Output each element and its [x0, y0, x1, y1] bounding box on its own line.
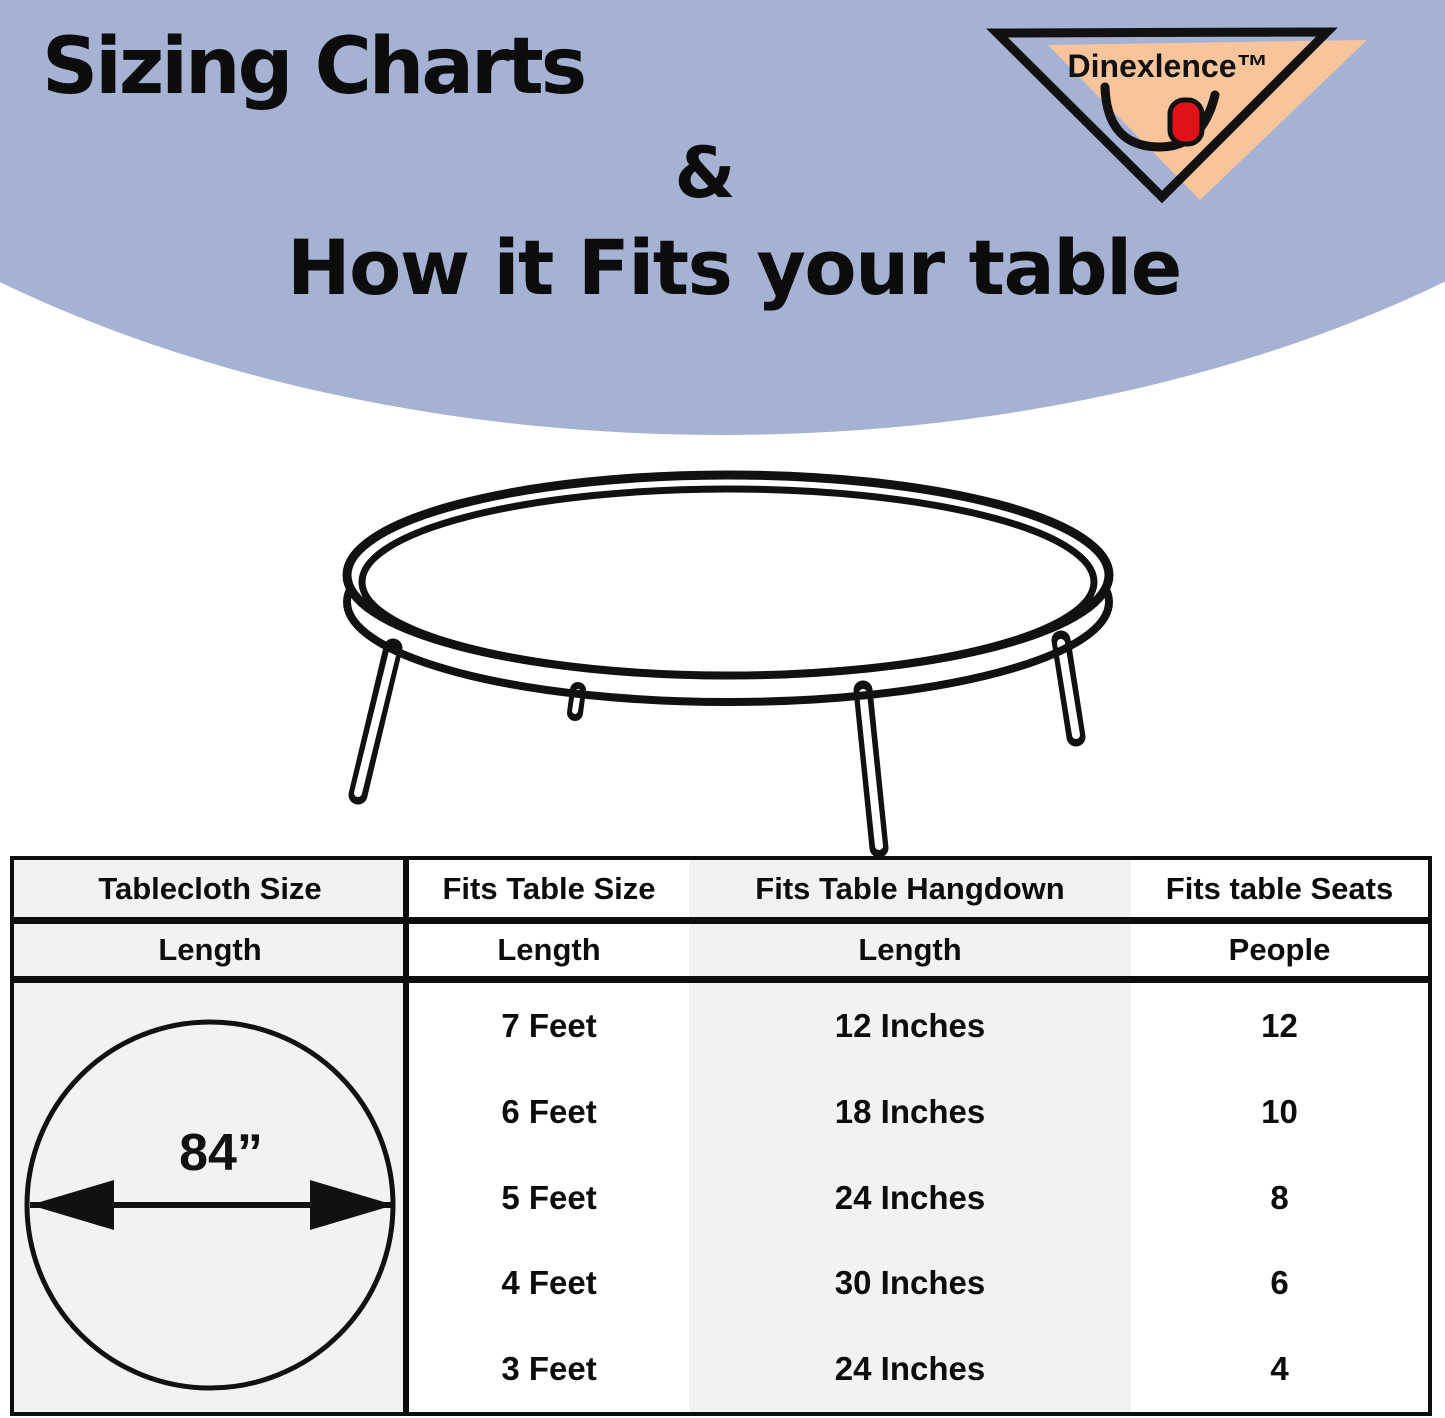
cell-table-size-row2: 6 Feet — [501, 1093, 597, 1130]
cell-seats-row2: 10 — [1261, 1093, 1298, 1130]
unit-header-length-1: Length — [158, 932, 262, 967]
cell-table-size-row1: 7 Feet — [501, 1007, 597, 1044]
subheader-divider — [14, 976, 1428, 983]
unit-header-people: People — [1228, 932, 1331, 967]
cell-hangdown-row2: 18 Inches — [834, 1093, 986, 1130]
cell-seats-row1: 12 — [1261, 1007, 1298, 1044]
cell-seats-row4: 6 — [1270, 1264, 1289, 1301]
cell-table-size-row4: 4 Feet — [501, 1264, 597, 1301]
column-header-fits-table-size: Fits Table Size — [442, 871, 656, 906]
cell-seats-row5: 4 — [1270, 1350, 1289, 1387]
cell-hangdown-row5: 24 Inches — [834, 1350, 986, 1387]
table-leg-left-fill — [358, 651, 393, 793]
header-divider — [14, 917, 1428, 924]
cell-table-size-row3: 5 Feet — [501, 1179, 597, 1216]
cell-hangdown-row1: 12 Inches — [834, 1007, 986, 1044]
unit-header-length-2: Length — [497, 932, 601, 967]
cell-table-size-row5: 3 Feet — [501, 1350, 597, 1387]
tabletop-surface — [362, 489, 1094, 675]
size-chart-table — [10, 856, 1432, 1416]
round-table-illustration — [325, 458, 1135, 860]
brand-logo — [980, 20, 1380, 215]
tongue-icon — [1170, 100, 1202, 144]
cell-seats-row3: 8 — [1270, 1179, 1289, 1216]
column-header-fits-table-hangdown: Fits Table Hangdown — [755, 871, 1065, 906]
brand-name: Dinexlence™ — [1067, 48, 1269, 84]
page-title: Sizing Charts — [42, 22, 585, 112]
column-header-tablecloth-size: Tablecloth Size — [98, 871, 322, 906]
diameter-diagram — [16, 990, 404, 1404]
cell-hangdown-row3: 24 Inches — [834, 1179, 986, 1216]
diameter-label: 84” — [179, 1124, 263, 1182]
diameter-arrow — [30, 1180, 394, 1230]
cell-hangdown-row4: 30 Inches — [834, 1264, 986, 1301]
column-header-fits-table-seats: Fits table Seats — [1165, 871, 1394, 906]
ampersand-text: & — [674, 132, 736, 214]
page-subtitle: How it Fits your table — [287, 223, 1181, 312]
diameter-arrowhead-right — [310, 1180, 394, 1230]
unit-header-length-3: Length — [858, 932, 962, 967]
diameter-arrowhead-left — [30, 1180, 114, 1230]
